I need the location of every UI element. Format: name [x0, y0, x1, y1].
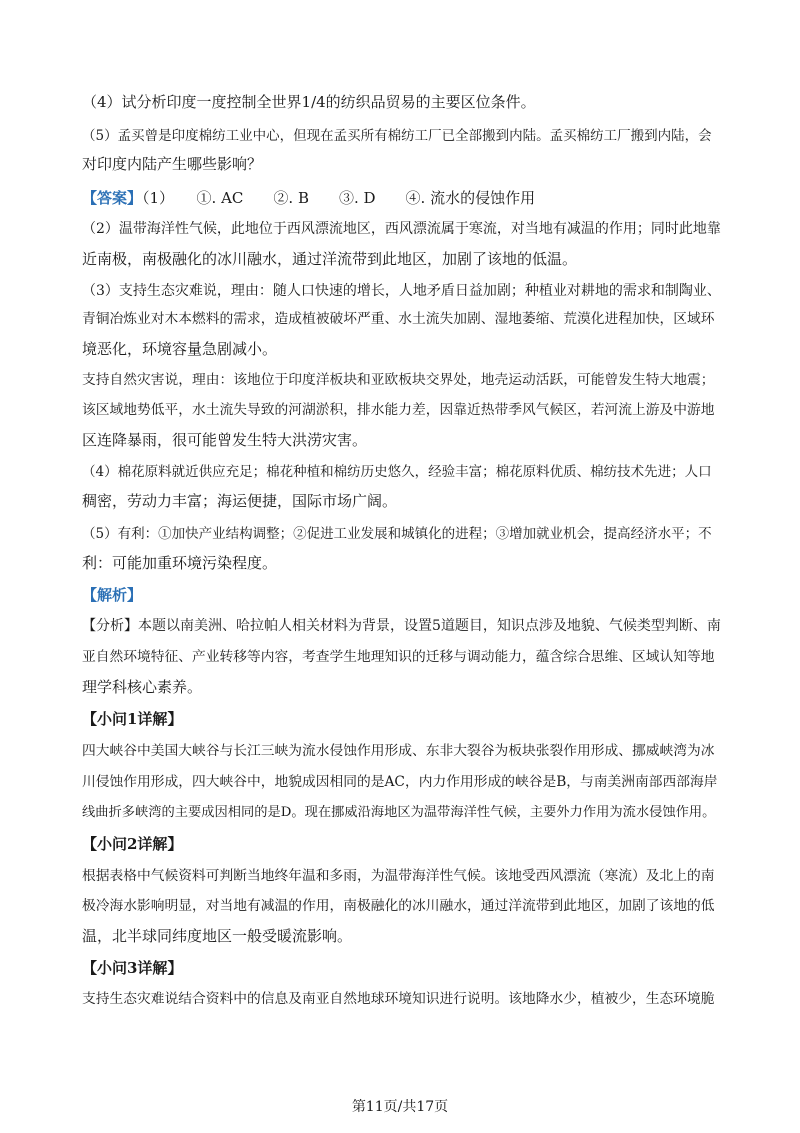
question-5-line-1: （5）孟买曾是印度棉纺工业中心，但现在孟买所有棉纺工厂已全部搬到内陆。孟买棉纺工厂搬到内陆，会: [82, 128, 712, 144]
answer-2-line-1: （2）温带海洋性气候，此地位于西风漂流地区，西风漂流属于寒流，对当地有减温的作用；同时此地靠: [82, 221, 721, 237]
answer-5-line-2: 利：可能加重环境污染程度。: [82, 554, 278, 572]
analysis-intro-line-1: 【分析】本题以南美洲、哈拉帕人相关材料为背景，设置5道题目，知识点涉及地貌、气候类型判断、南: [82, 618, 721, 634]
answer-2-line-2: 近南极，南极融化的冰川融水，通过洋流带到此地区，加剧了该地的低温。: [82, 250, 578, 268]
answer-3-line-2: 青铜冶炼业对木本燃料的需求，造成植被破坏严重、水土流失加剧、湿地萎缩、荒漠化进程加快，区域环: [82, 311, 715, 327]
subquestion-2-line-1: 根据表格中气候资料可判断当地终年温和多雨，为温带海洋性气候。该地受西风漂流（寒流）及北上的南: [82, 868, 715, 884]
answer-3-line-5: 该区域地势低平，水土流失导致的河湖淤积，排水能力差，因靠近热带季风气候区，若河流上游及中游地: [82, 402, 715, 418]
subquestion-1-line-3: 线曲折多峡湾的主要成因相同的是D。现在挪威沿海地区为温带海洋性气候，主要外力作用为流水侵蚀作用。: [82, 805, 716, 820]
analysis-intro-line-2: 亚自然环境特征、产业转移等内容，考查学生地理知识的迁移与调动能力，蕴含综合思维、区域认知等地: [82, 649, 715, 665]
answer-3-line-1: （3）支持生态灾难说，理由：随人口快速的增长，人地矛盾日益加剧；种植业对耕地的需求和制陶业、: [82, 283, 721, 299]
subquestion-3-heading: 【小问3详解】: [82, 959, 183, 977]
subquestion-3-line-1: 支持生态灾难说结合资料中的信息及南亚自然地球环境知识进行说明。该地降水少，植被少，生态环境脆: [82, 991, 715, 1007]
question-4: （4）试分析印度一度控制全世界1/4的纺织品贸易的主要区位条件。: [82, 93, 536, 111]
answer-1-row: [82, 188, 722, 208]
answer-3-line-4: 支持自然灾害说，理由：该地位于印度洋板块和亚欧板块交界处，地壳运动活跃，可能曾发生特大地震；: [82, 372, 715, 388]
subquestion-1-heading: 【小问1详解】: [82, 710, 183, 728]
subquestion-2-heading: 【小问2详解】: [82, 835, 183, 853]
subquestion-1-line-2: 川侵蚀作用形成，四大峡谷中，地貌成因相同的是AC，内力作用形成的峡谷是B，与南美洲南部西部海岸: [82, 774, 718, 790]
answer-4-line-1: （4）棉花原料就近供应充足；棉花种植和棉纺历史悠久，经验丰富；棉花原料优质、棉纺技术先进；人口: [82, 464, 712, 480]
subquestion-2-line-3: 温，北半球同纬度地区一般受暖流影响。: [82, 927, 353, 945]
analysis-tag: 【解析】: [82, 586, 143, 604]
question-5-line-2: 对印度内陆产生哪些影响？: [82, 155, 263, 173]
page-number: 第11页/共17页: [351, 1099, 449, 1115]
answer-5-line-1: （5）有利：①加快产业结构调整；②促进工业发展和城镇化的进程；③增加就业机会，提高经济水平；不: [82, 526, 712, 542]
analysis-intro-line-3: 理学科核心素养。: [82, 678, 203, 696]
answer-tag: 【答案】: [82, 189, 143, 207]
answer-3-line-3: 境恶化，环境容量急剧减小。: [82, 340, 278, 358]
subquestion-2-line-2: 极冷海水影响明显，对当地有减温的作用，南极融化的冰川融水，通过洋流带到此地区，加剧了该地的低: [82, 898, 715, 914]
answer-4-line-2: 稠密，劳动力丰富；海运便捷，国际市场广阔。: [82, 492, 398, 510]
answer-1: （1） ①. AC ②. B ③. D ④. 流水的侵蚀作用: [142, 189, 536, 207]
answer-3-line-6: 区连降暴雨，很可能曾发生特大洪涝灾害。: [82, 431, 368, 449]
subquestion-1-line-1: 四大峡谷中美国大峡谷与长江三峡为流水侵蚀作用形成、东非大裂谷为板块张裂作用形成、挪威峡湾为冰: [82, 743, 715, 759]
